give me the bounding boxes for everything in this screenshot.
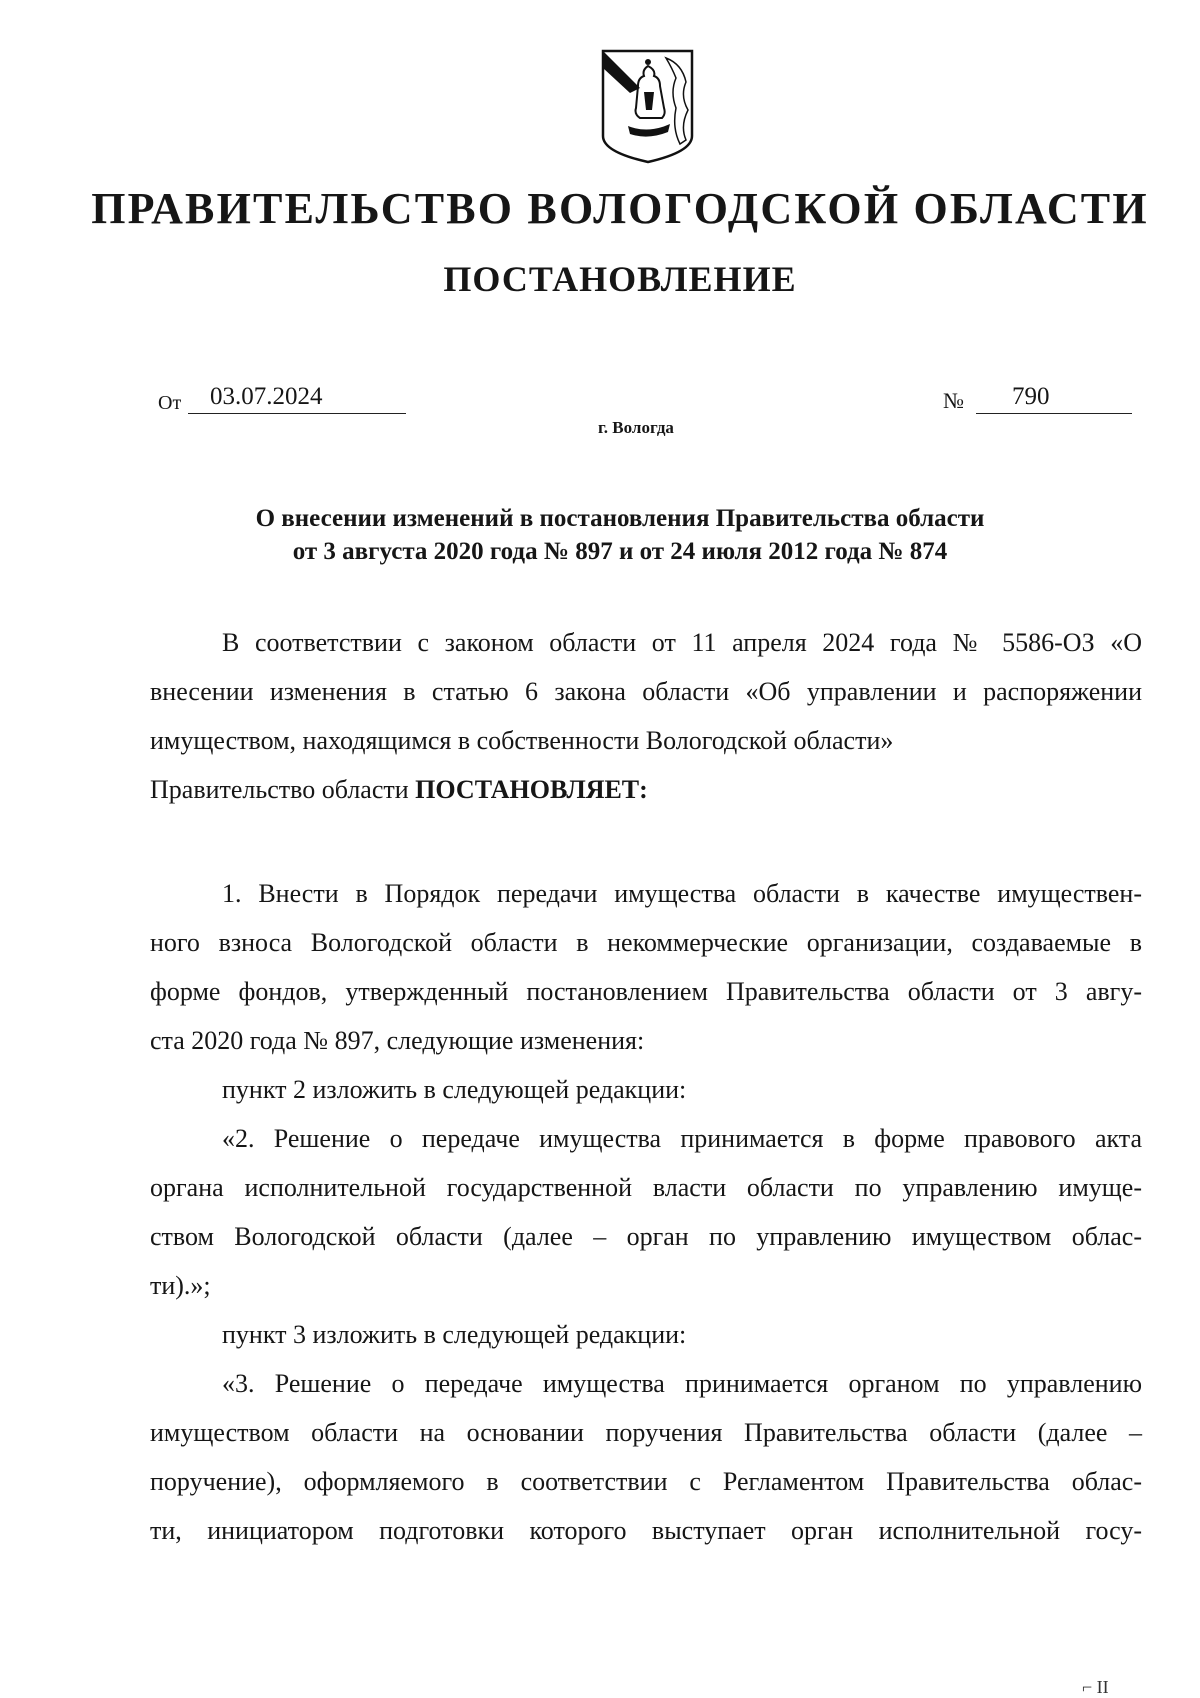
- text-line: В соответствии с законом области от 11 апреля 2024 года № 5586-ОЗ «О: [222, 628, 1142, 657]
- item-1: [150, 869, 1142, 1065]
- text-line: «2. Решение о передаче имущества принимается в форме правового акта: [222, 1124, 1142, 1153]
- preamble: [150, 618, 1142, 814]
- text-line: внесении изменения в статью 6 закона области «Об управлении и распоряжении: [150, 677, 1142, 706]
- point-2-amendment: [150, 1065, 1142, 1310]
- document-type: ПОСТАНОВЛЕНИЕ: [443, 259, 797, 299]
- text-line: имуществом области на основании поручения Правительства области (далее –: [150, 1418, 1142, 1447]
- document-title-line: от 3 августа 2020 года № 897 и от 24 июля 2012 года № 874: [292, 538, 948, 565]
- text-line: ного взноса Вологодской области в некоммерческие организации, создаваемые в: [150, 928, 1142, 957]
- text-line: поручение), оформляемого в соответствии с Регламентом Правительства облас-: [150, 1467, 1142, 1496]
- government-name: ПРАВИТЕЛЬСТВО ВОЛОГОДСКОЙ ОБЛАСТИ: [91, 184, 1149, 233]
- document-details-row: [0, 382, 1200, 422]
- text-line: форме фондов, утвержденный постановлением Правительства области от 3 авгу-: [150, 977, 1142, 1006]
- text-line: ти, инициатором подготовки которого выступает орган исполнительной госу-: [150, 1516, 1142, 1545]
- text-line: пункт 2 изложить в следующей редакции:: [222, 1075, 687, 1104]
- point-3-amendment: [150, 1310, 1142, 1555]
- document-title: [0, 502, 1200, 568]
- text-line: ста 2020 года № 897, следующие изменения:: [150, 1026, 645, 1055]
- page-edge-mark: ⌐ II: [1082, 1677, 1109, 1697]
- document-title-line: О внесении изменений в постановления Правительства области: [255, 505, 985, 532]
- date-label: От: [158, 392, 182, 414]
- text-line: органа исполнительной государственной власти области по управлению имуще-: [150, 1173, 1142, 1202]
- number-label: №: [943, 388, 964, 413]
- text-line: [150, 765, 1142, 814]
- text-line: «3. Решение о передаче имущества принимается органом по управлению: [222, 1369, 1142, 1398]
- resolves-keyword: ПОСТАНОВЛЯЕТ:: [415, 775, 648, 804]
- city-name: г. Вологда: [598, 418, 674, 437]
- text-line: 1. Внести в Порядок передачи имущества области в качестве имуществен-: [222, 879, 1142, 908]
- government-text: Правительство области: [150, 775, 416, 804]
- text-line: имуществом, находящимся в собственности Вологодской области»: [150, 726, 894, 755]
- document-date: 03.07.2024: [188, 382, 406, 414]
- document-number: 790: [976, 382, 1132, 414]
- coat-of-arms-emblem: [600, 48, 695, 166]
- text-line: ти).»;: [150, 1271, 211, 1300]
- text-line: ством Вологодской области (далее – орган по управлению имуществом облас-: [150, 1222, 1142, 1251]
- text-line: пункт 3 изложить в следующей редакции:: [222, 1320, 687, 1349]
